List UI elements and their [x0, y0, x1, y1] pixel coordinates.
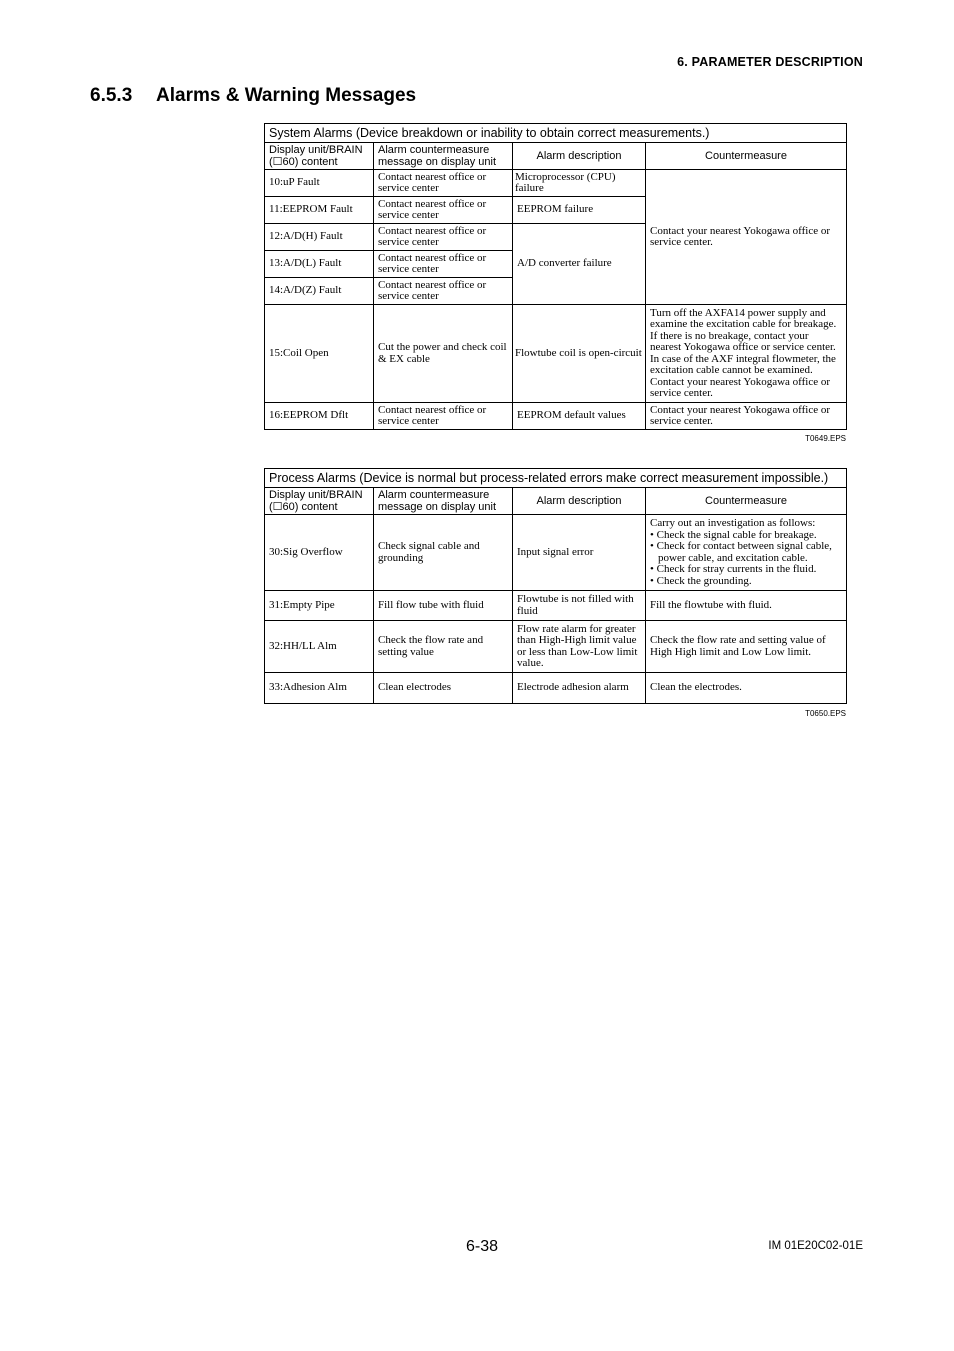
- display-code: 32:HH/LL Alm: [265, 621, 374, 673]
- display-code: 14:A/D(Z) Fault: [265, 278, 374, 305]
- countermeasure-cell: [646, 515, 847, 591]
- table-file-label: T0649.EPS: [805, 434, 846, 443]
- table-caption: Process Alarms (Device is normal but process-related errors make correct measurement impossible.): [265, 469, 847, 488]
- countermeasure-cell: Fill the flowtube with fluid.: [646, 591, 847, 621]
- message-cell: Fill flow tube with fluid: [374, 591, 513, 621]
- description-cell: Flowtube is not filled with fluid: [513, 591, 646, 621]
- description-cell: Electrode adhesion alarm: [513, 673, 646, 704]
- description-cell: Input signal error: [513, 515, 646, 591]
- description-cell: Microprocessor (CPU) failure: [513, 170, 646, 197]
- display-code: 15:Coil Open: [265, 305, 374, 403]
- countermeasure-cell: Contact your nearest Yokogawa office or service center.: [646, 170, 847, 305]
- message-cell: Contact nearest office or service center: [374, 251, 513, 278]
- countermeasure-list: [650, 530, 842, 588]
- table-row: [265, 515, 847, 591]
- header-message: Alarm countermeasure message on display unit: [374, 143, 513, 170]
- list-item: • Check for contact between signal cable, power cable, and excitation cable.: [650, 540, 832, 564]
- process-alarms-table: [264, 468, 847, 704]
- running-header: 6. PARAMETER DESCRIPTION: [677, 55, 863, 69]
- table-row: [265, 403, 847, 430]
- message-cell: Check the flow rate and setting value: [374, 621, 513, 673]
- description-cell: Flowtube coil is open-circuit: [513, 305, 646, 403]
- display-code: 10:uP Fault: [265, 170, 374, 197]
- countermeasure-cell: Contact your nearest Yokogawa office or service center.: [646, 403, 847, 430]
- header-description: Alarm description: [513, 488, 646, 515]
- table-file-label: T0650.EPS: [805, 709, 846, 718]
- table-row: [265, 305, 847, 403]
- table-row: [265, 673, 847, 704]
- message-cell: Contact nearest office or service center: [374, 224, 513, 251]
- document-id: IM 01E20C02-01E: [768, 1240, 863, 1252]
- display-code: 13:A/D(L) Fault: [265, 251, 374, 278]
- header-countermeasure: Countermeasure: [646, 488, 847, 515]
- display-code: 33:Adhesion Alm: [265, 673, 374, 704]
- section-title: Alarms & Warning Messages: [156, 85, 417, 106]
- table-row: [265, 170, 847, 197]
- description-cell: A/D converter failure: [513, 224, 646, 305]
- message-cell: Check signal cable and grounding: [374, 515, 513, 591]
- header-description: Alarm description: [513, 143, 646, 170]
- page-number: 6-38: [466, 1238, 499, 1255]
- message-cell: Contact nearest office or service center: [374, 170, 513, 197]
- list-item: • Check for stray currents in the fluid.: [650, 563, 817, 575]
- display-code: 11:EEPROM Fault: [265, 197, 374, 224]
- message-cell: Cut the power and check coil & EX cable: [374, 305, 513, 403]
- table-row: [265, 591, 847, 621]
- countermeasure-intro: Carry out an investigation as follows:: [650, 517, 816, 529]
- message-cell: Contact nearest office or service center: [374, 403, 513, 430]
- description-cell: EEPROM default values: [513, 403, 646, 430]
- message-cell: Contact nearest office or service center: [374, 278, 513, 305]
- table-caption: System Alarms (Device breakdown or inability to obtain correct measurements.): [265, 124, 847, 143]
- display-code: 31:Empty Pipe: [265, 591, 374, 621]
- countermeasure-cell: Turn off the AXFA14 power supply and examine the excitation cable for breakage. If there is no breakage, contact your nearest Yokogawa office or service center. In case of the AXF integral flowmeter, the excitation cable cannot be examined. Contact your nearest Yokogawa office or service center.: [646, 305, 847, 403]
- countermeasure-cell: Clean the electrodes.: [646, 673, 847, 704]
- message-cell: Contact nearest office or service center: [374, 197, 513, 224]
- header-display: Display unit/BRAIN (☐60) content: [265, 488, 374, 515]
- list-item: • Check the grounding.: [650, 574, 752, 587]
- header-countermeasure: Countermeasure: [646, 143, 847, 170]
- header-message: Alarm countermeasure message on display unit: [374, 488, 513, 515]
- section-heading: [90, 85, 416, 107]
- header-display: Display unit/BRAIN (☐60) content: [265, 143, 374, 170]
- description-cell: Flow rate alarm for greater than High-High limit value or less than Low-Low limit value.: [513, 621, 646, 673]
- display-code: 12:A/D(H) Fault: [265, 224, 374, 251]
- message-cell: Clean electrodes: [374, 673, 513, 704]
- table-row: [265, 621, 847, 673]
- list-item: • Check the signal cable for breakage.: [650, 528, 817, 541]
- description-cell: EEPROM failure: [513, 197, 646, 224]
- display-code: 30:Sig Overflow: [265, 515, 374, 591]
- section-number: 6.5.3: [90, 85, 133, 106]
- display-code: 16:EEPROM Dflt: [265, 403, 374, 430]
- countermeasure-cell: Check the flow rate and setting value of High High limit and Low Low limit.: [646, 621, 847, 673]
- system-alarms-table: [264, 123, 847, 430]
